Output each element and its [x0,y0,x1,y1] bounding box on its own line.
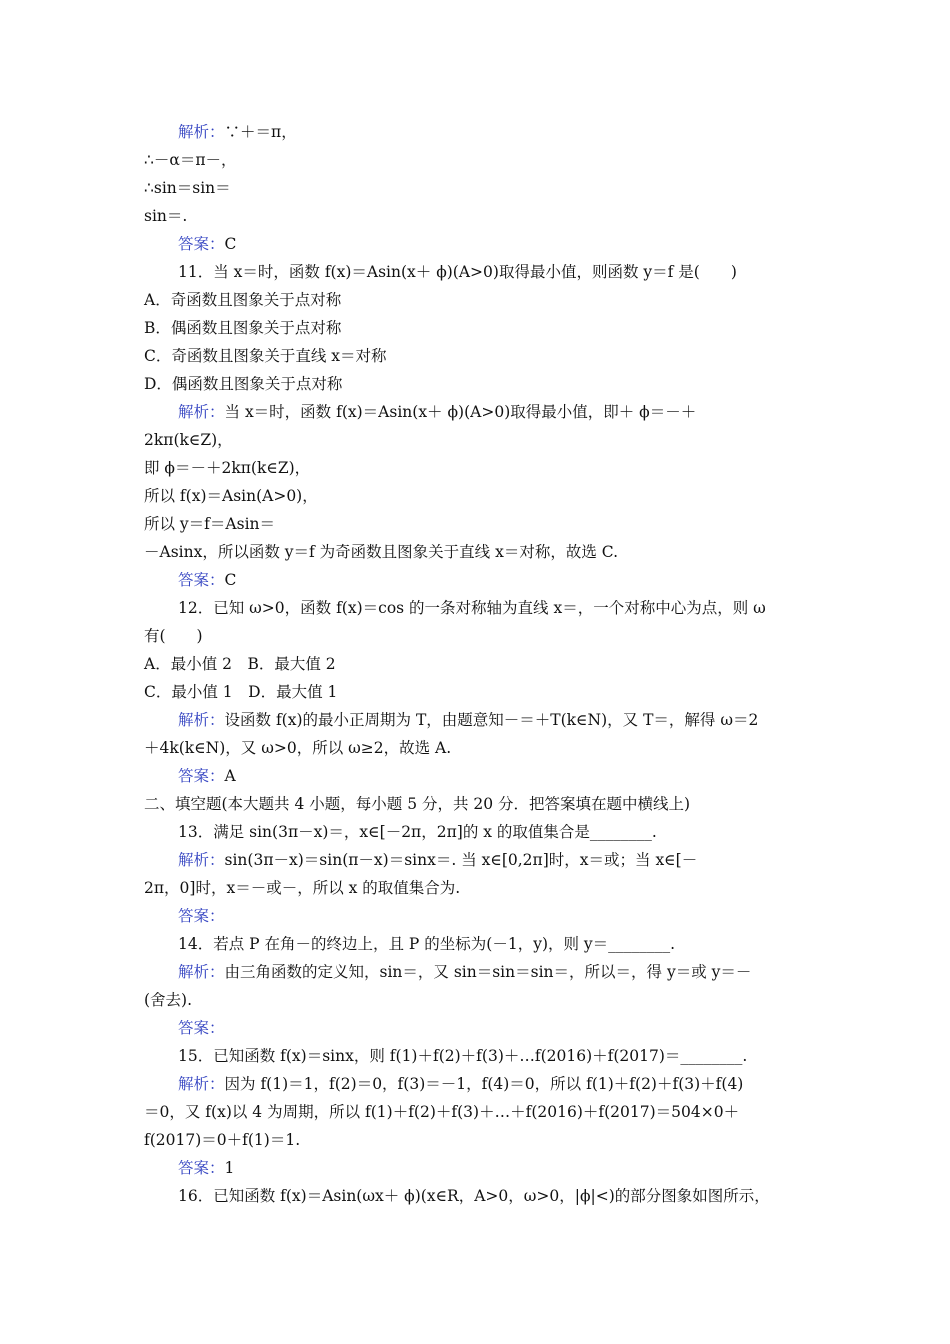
line-label: 答案： [178,1159,225,1177]
text-line [178,122,848,142]
line-text: 因为 f(1)＝1，f(2)＝0，f(3)＝－1，f(4)＝0，所以 f(1)＋f(2)＋f(3)＋f(4) [224,1075,744,1093]
line-text: A．奇函数且图象关于点对称 [144,291,342,309]
line-text: 由三角函数的定义知，sin＝，又 sin＝sin＝sin＝，所以＝，得 y＝或 y＝－ [224,963,752,981]
line-text: 15．已知函数 f(x)＝sinx，则 f(1)＋f(2)＋f(3)＋…f(2016)＋f(2017)＝________. [178,1047,748,1065]
text-line [144,738,814,758]
text-line [178,850,848,870]
text-line [178,1186,848,1206]
line-text: ∴sin＝sin＝ [144,179,231,197]
text-line [144,542,814,562]
line-text: C [224,235,237,253]
line-label: 解析： [178,403,225,421]
text-line [144,178,814,198]
text-line [144,1130,814,1150]
text-line [144,514,814,534]
line-text: C．奇函数且图象关于直线 x＝对称 [144,347,387,365]
text-line [144,458,814,478]
text-line [178,1074,848,1094]
line-text: 设函数 f(x)的最小正周期为 T，由题意知－＝＋T(k∈N)，又 T＝，解得 ω＝2 [224,711,759,729]
line-text: 13．满足 sin(3π－x)＝，x∈[－2π，2π]的 x 的取值集合是________. [178,823,657,841]
line-label: 解析： [178,711,225,729]
line-text: 2kπ(k∈Z)， [144,431,233,449]
text-line [144,990,814,1010]
line-text: 12．已知 ω>0，函数 f(x)＝cos 的一条对称轴为直线 x＝，一个对称中心为点，则 ω [178,599,766,617]
line-text: ∵＋＝π， [224,123,297,141]
line-text: (舍去). [144,991,193,1009]
line-text: 2π，0]时，x＝－或－，所以 x 的取值集合为. [144,879,461,897]
line-text: sin(3π－x)＝sin(π－x)＝sinx＝. 当 x∈[0,2π]时，x＝或；当 x∈[－ [224,851,698,869]
line-label: 答案： [178,907,225,925]
line-text: C．最小值 1 D．最大值 1 [144,683,338,701]
line-text: 当 x＝时，函数 f(x)＝Asin(x＋ ϕ)(A>0)取得最小值，即＋ ϕ＝－＋ [224,403,697,421]
line-label: 解析： [178,963,225,981]
line-label: 答案： [178,767,225,785]
line-label: 解析： [178,851,225,869]
line-text: 16．已知函数 f(x)＝Asin(ωx＋ ϕ)(x∈R，A>0，ω>0，|ϕ|<)的部分图象如图所示， [178,1187,770,1205]
line-text: D．偶函数且图象关于点对称 [144,375,343,393]
line-label: 解析： [178,1075,225,1093]
line-text: 1 [224,1159,235,1177]
line-text: ∴－α＝π－， [144,151,237,169]
text-line [178,934,848,954]
line-text: C [224,571,237,589]
text-line [144,654,814,674]
line-text: 所以 y＝f＝Asin＝ [144,515,276,533]
line-text: －Asinx，所以函数 y＝f 为奇函数且图象关于直线 x＝对称，故选 C. [144,543,619,561]
line-text: f(2017)＝0＋f(1)＝1. [144,1131,301,1149]
text-line [178,962,848,982]
text-line [178,766,848,786]
text-line [178,1158,848,1178]
line-label: 答案： [178,571,225,589]
line-label: 答案： [178,1019,225,1037]
text-line [144,430,814,450]
line-text: ＝0，又 f(x)以 4 为周期，所以 f(1)＋f(2)＋f(3)＋…＋f(2016)＋f(2017)＝504×0＋ [144,1103,740,1121]
line-text: A [224,767,236,785]
text-line [144,626,814,646]
text-line [178,262,848,282]
text-line [144,206,814,226]
line-label: 解析： [178,123,225,141]
line-text: sin＝. [144,207,188,225]
text-line [144,346,814,366]
text-line [144,374,814,394]
line-text: B．偶函数且图象关于点对称 [144,319,342,337]
text-line [178,234,848,254]
text-line [144,794,814,814]
text-line [178,1046,848,1066]
text-line [178,906,848,926]
line-text: 二、填空题(本大题共 4 小题，每小题 5 分，共 20 分．把答案填在题中横线上) [144,795,691,813]
text-line [144,682,814,702]
line-text: 有( ) [144,627,203,645]
text-line [178,402,848,422]
line-label: 答案： [178,235,225,253]
text-line [178,710,848,730]
text-line [178,570,848,590]
line-text: 所以 f(x)＝Asin(A>0)， [144,487,318,505]
text-line [144,150,814,170]
text-line [178,1018,848,1038]
line-text: 11．当 x＝时，函数 f(x)＝Asin(x＋ ϕ)(A>0)取得最小值，则函数 y＝f 是( ) [178,263,737,281]
text-line [144,486,814,506]
line-text: 即 ϕ＝－＋2kπ(k∈Z)， [144,459,311,477]
line-text: ＋4k(k∈N)，又 ω>0，所以 ω≥2，故选 A. [144,739,452,757]
text-line [144,290,814,310]
line-text: 14．若点 P 在角－的终边上，且 P 的坐标为(－1，y)，则 y＝________. [178,935,676,953]
text-line [144,878,814,898]
line-text: A．最小值 2 B．最大值 2 [144,655,336,673]
text-line [144,318,814,338]
text-line [178,822,848,842]
text-line [144,1102,814,1122]
text-line [178,598,848,618]
